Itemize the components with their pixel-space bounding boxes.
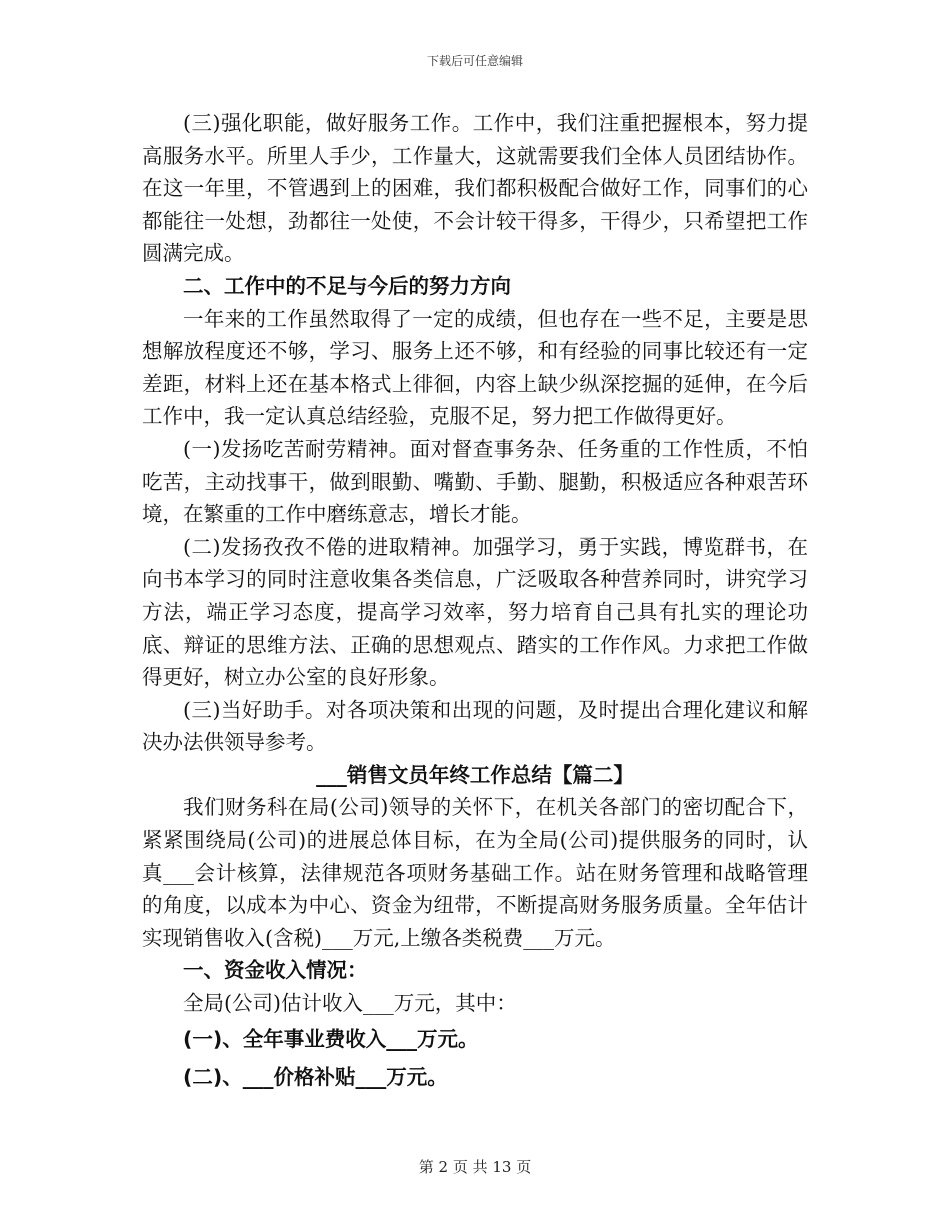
paragraph-hardworking-spirit: (一)发扬吃苦耐劳精神。面对督查事务杂、任务重的工作性质，不怕吃苦，主动找事干，做到眼勤、嘴勤、手勤、腿勤，积极适应各种艰苦环境，在繁重的工作中磨练意志，增长才能。 (142, 436, 808, 527)
item-price-subsidy: (二)、___价格补贴___万元。 (183, 1064, 448, 1089)
paragraph-total-income: 全局(公司)估计收入___万元，其中： (183, 991, 517, 1016)
section-heading-shortcomings: 二、工作中的不足与今后的努力方向 (183, 273, 511, 298)
section-heading-fund-income: 一、资金收入情况： (183, 958, 368, 983)
page-header: 下载后可任意编辑 (426, 54, 523, 68)
paragraph-finance-intro: 我们财务科在局(公司)领导的关怀下，在机关各部门的密切配合下，紧紧围绕局(公司)的进展总体目标，在为全局(公司)提供服务的同时，认真___会计核算，法律规范各项财务基础工作。站在财务管理和战略管理的角度，以成本为中心、资金为纽带，不断提高财务服务质量。全年估计实现销售收入(含税)___万元,上缴各类税费___万元。 (142, 795, 808, 950)
paragraph-shortcomings: 一年来的工作虽然取得了一定的成绩，但也存在一些不足，主要是思想解放程度还不够，学习、服务上还不够，和有经验的同事比较还有一定差距，材料上还在基本格式上徘徊，内容上缺少纵深挖掘的延伸，在今后工作中，我一定认真总结经验，克服不足，努力把工作做得更好。 (142, 306, 808, 429)
paragraph-good-assistant: (三)当好助手。对各项决策和出现的问题，及时提出合理化建议和解决办法供领导参考。 (142, 697, 808, 755)
article-title-part-two: ___销售文员年终工作总结【篇二】 (316, 762, 634, 787)
paragraph-strengthen-function: (三)强化职能，做好服务工作。工作中，我们注重把握根本，努力提高服务水平。所里人手少，工作量大，这就需要我们全体人员团结协作。在这一年里，不管遇到上的困难，我们都积极配合做好工作，同事们的心都能往一处想，劲都往一处使，不会计较干得多，干得少，只希望把工作圆满完成。 (142, 111, 808, 266)
document-body (142, 107, 808, 1096)
paragraph-progressive-spirit: (二)发扬孜孜不倦的进取精神。加强学习，勇于实践，博览群书，在向书本学习的同时注意收集各类信息，广泛吸取各种营养同时，讲究学习方法，端正学习态度，提高学习效率，努力培育自己具有扎实的理论功底、辩证的思维方法、正确的思想观点、踏实的工作作风。力求把工作做得更好，树立办公室的良好形象。 (142, 534, 808, 690)
item-business-fee-income: (一)、全年事业费收入___万元。 (183, 1026, 479, 1051)
page-footer: 第 2 页 共 13 页 (418, 1158, 532, 1176)
